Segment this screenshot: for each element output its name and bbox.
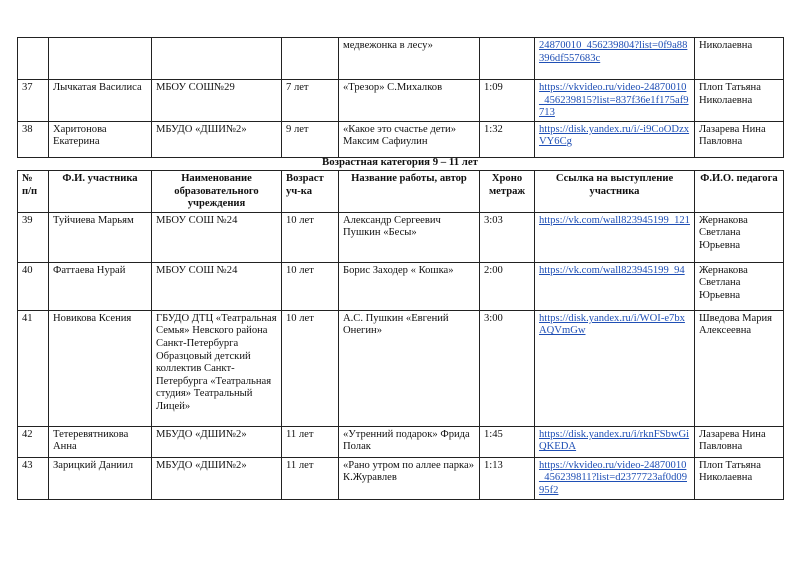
cell-teacher: Лазарева Нина Павловна: [695, 426, 784, 457]
cell-school: [152, 38, 282, 80]
cell-duration: 1:09: [480, 80, 535, 122]
cell-age: 7 лет: [282, 80, 339, 122]
cell-link: [535, 38, 695, 80]
table-row: [18, 38, 784, 80]
cell-work: «Рано утром по аллее парка» К.Журавлев: [339, 457, 480, 499]
performance-link[interactable]: https://disk.yandex.ru/i/WOI-e7bxAQVmGw: [539, 312, 685, 337]
cell-teacher: Плоп Татьяна Николаевна: [695, 457, 784, 499]
cell-school: МБОУ СОШ №24: [152, 212, 282, 262]
cell-teacher: Лазарева Нина Павловна: [695, 121, 784, 157]
cell-duration: 3:03: [480, 212, 535, 262]
cell-age: [282, 38, 339, 80]
cell-duration: 1:32: [480, 121, 535, 157]
performance-link[interactable]: https://vk.com/wall823945199_121: [539, 214, 690, 226]
cell-school: МБОУ СОШ №24: [152, 262, 282, 310]
cell-duration: 1:45: [480, 426, 535, 457]
cell-num: 37: [18, 80, 49, 122]
participants-table-continued: [17, 37, 784, 158]
table-row: [18, 212, 784, 262]
cell-duration: 3:00: [480, 310, 535, 426]
performance-link[interactable]: https://vkvideo.ru/video-24870010_456239815?list=837f36e1f175af9713: [539, 82, 689, 119]
cell-work: Александр Сергеевич Пушкин «Бесы»: [339, 212, 480, 262]
cell-school: ГБУДО ДТЦ «Театральная Семья» Невского района Санкт-Петербурга Образцовый детский коллектив Санкт-Петербурга «Театральная студия» Театральный Лицей»: [152, 310, 282, 426]
cell-teacher: Шведова Мария Алексеевна: [695, 310, 784, 426]
cell-age: 10 лет: [282, 212, 339, 262]
header-teacher: Ф.И.О. педагога: [695, 171, 784, 213]
cell-link: [535, 212, 695, 262]
cell-work: «Утренний подарок» Фрида Полак: [339, 426, 480, 457]
cell-work: «Какое это счастье дети» Максим Сафиулин: [339, 121, 480, 157]
cell-age: 10 лет: [282, 262, 339, 310]
cell-school: МБУДО «ДШИ№2»: [152, 457, 282, 499]
cell-link: [535, 121, 695, 157]
cell-work: Борис Заходер « Кошка»: [339, 262, 480, 310]
cell-name: Туйчиева Марьям: [49, 212, 152, 262]
cell-teacher: Жернакова Светлана Юрьевна: [695, 262, 784, 310]
header-duration: Хроно метраж: [480, 171, 535, 213]
cell-school: МБУДО «ДШИ№2»: [152, 426, 282, 457]
cell-age: 10 лет: [282, 310, 339, 426]
table-row: [18, 426, 784, 457]
table-row: [18, 457, 784, 499]
cell-num: [18, 38, 49, 80]
cell-age: 11 лет: [282, 426, 339, 457]
table-row: [18, 80, 784, 122]
table-row: [18, 121, 784, 157]
cell-link: [535, 262, 695, 310]
cell-teacher: Плоп Татьяна Николаевна: [695, 80, 784, 122]
cell-num: 41: [18, 310, 49, 426]
header-link: Ссылка на выступление участника: [535, 171, 695, 213]
cell-duration: [480, 38, 535, 80]
header-age: Возраст уч-ка: [282, 171, 339, 213]
header-work: Название работы, автор: [339, 171, 480, 213]
performance-link[interactable]: 24870010_456239804?list=0f9a88396df557683c: [539, 40, 688, 64]
performance-link[interactable]: https://disk.yandex.ru/i/rknFSbwGiQKEDA: [539, 428, 690, 453]
performance-link[interactable]: https://disk.yandex.ru/i/-i9CoODzxVY6Cg: [539, 123, 690, 148]
participants-table: [17, 170, 784, 500]
cell-teacher: Николаевна: [695, 38, 784, 80]
cell-school: МБУДО «ДШИ№2»: [152, 121, 282, 157]
cell-name: Харитонова Екатерина: [49, 121, 152, 157]
cell-name: Фаттаева Нурай: [49, 262, 152, 310]
cell-name: [49, 38, 152, 80]
cell-name: Тетеревятникова Анна: [49, 426, 152, 457]
table-row: [18, 262, 784, 310]
header-name: Ф.И. участника: [49, 171, 152, 213]
cell-link: [535, 457, 695, 499]
cell-name: Зарицкий Даниил: [49, 457, 152, 499]
section-title: Возрастная категория 9 – 11 лет: [322, 156, 478, 168]
cell-num: 43: [18, 457, 49, 499]
table-header-row: [18, 171, 784, 213]
header-school: Наименование образовательного учреждения: [152, 171, 282, 213]
cell-link: [535, 310, 695, 426]
performance-link[interactable]: https://vkvideo.ru/video-24870010_456239811?list=d2377723af0d0995f2: [539, 459, 687, 496]
table-row: [18, 310, 784, 426]
cell-school: МБОУ СОШ№29: [152, 80, 282, 122]
performance-link[interactable]: https://vk.com/wall823945199_94: [539, 264, 685, 276]
cell-name: Новикова Ксения: [49, 310, 152, 426]
cell-num: 39: [18, 212, 49, 262]
cell-duration: 1:13: [480, 457, 535, 499]
cell-age: 9 лет: [282, 121, 339, 157]
cell-age: 11 лет: [282, 457, 339, 499]
cell-num: 40: [18, 262, 49, 310]
cell-link: [535, 426, 695, 457]
cell-num: 42: [18, 426, 49, 457]
cell-num: 38: [18, 121, 49, 157]
cell-work: А.С. Пушкин «Евгений Онегин»: [339, 310, 480, 426]
cell-work: «Трезор» С.Михалков: [339, 80, 480, 122]
cell-work: медвежонка в лесу»: [339, 38, 480, 80]
cell-teacher: Жернакова Светлана Юрьевна: [695, 212, 784, 262]
cell-name: Лычкатая Василиса: [49, 80, 152, 122]
header-num: № п/п: [18, 171, 49, 213]
cell-duration: 2:00: [480, 262, 535, 310]
cell-link: [535, 80, 695, 122]
